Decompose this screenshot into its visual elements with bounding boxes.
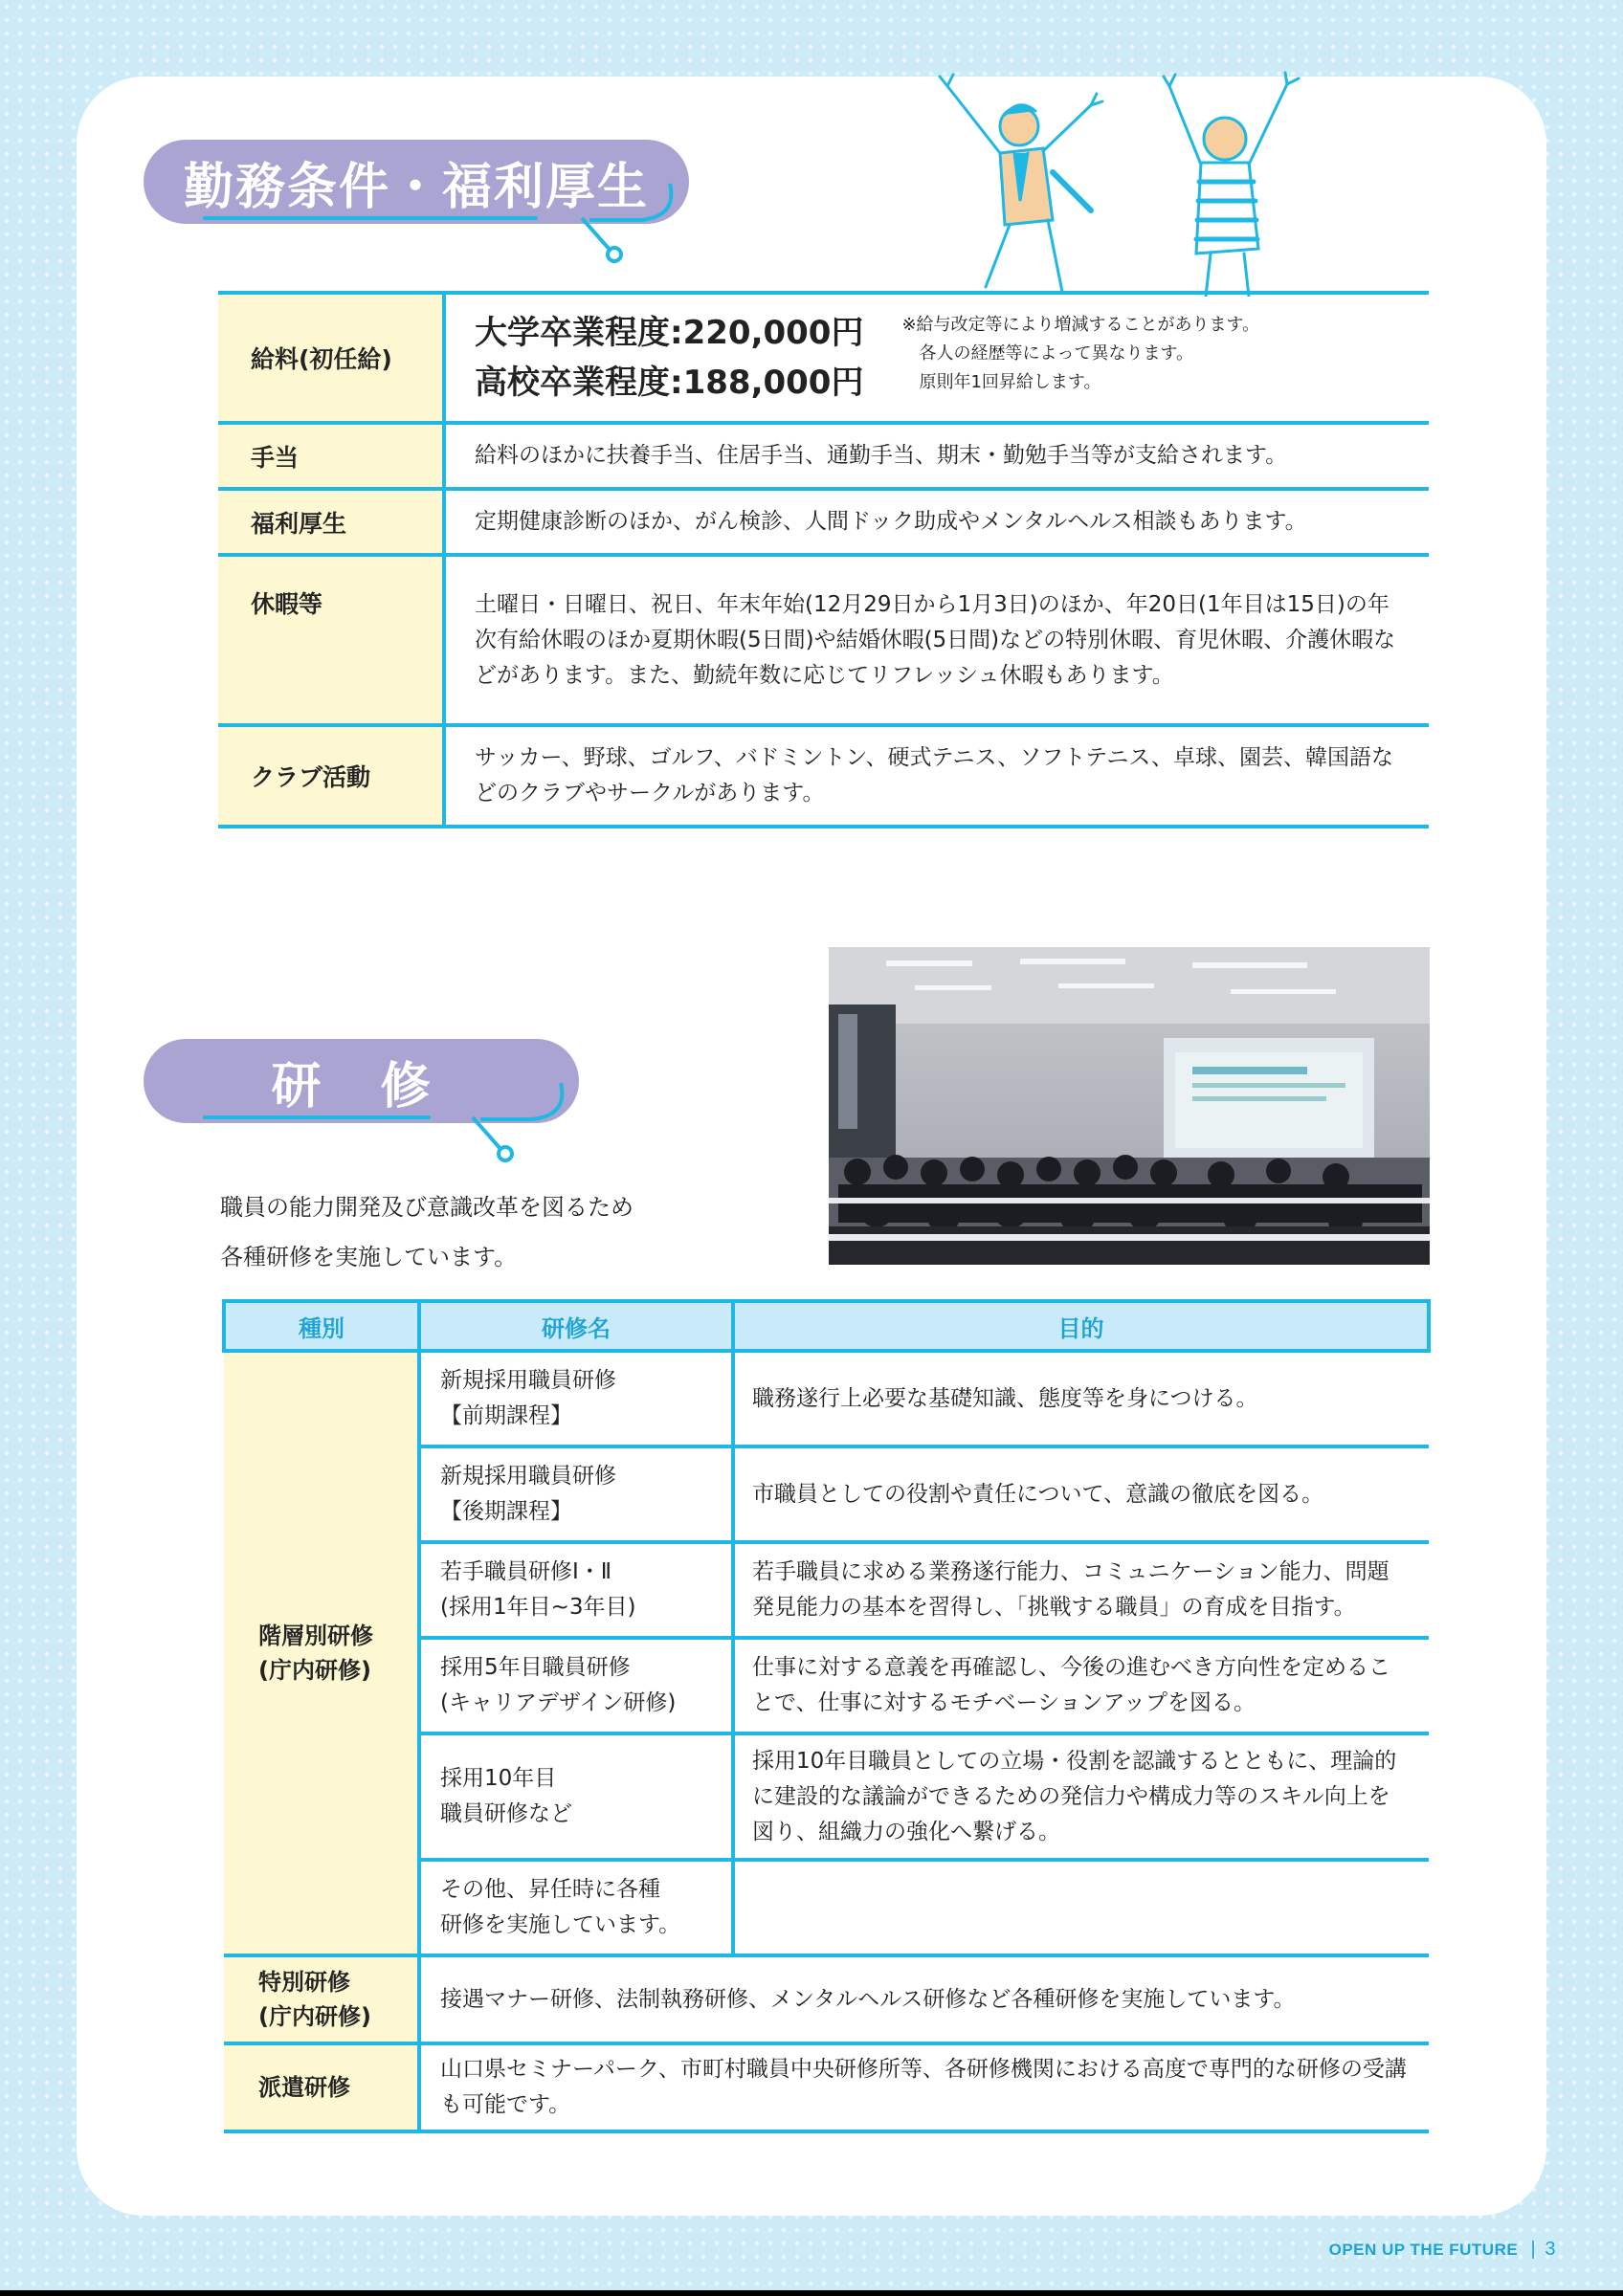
header-type: 種別 bbox=[224, 1301, 419, 1351]
table-row bbox=[218, 489, 1429, 555]
training-name: その他、昇任時に各種 研修を実施しています。 bbox=[419, 1860, 733, 1955]
table-row bbox=[224, 1955, 1429, 2043]
type-tiered: 階層別研修 (庁内研修) bbox=[224, 1351, 419, 1955]
training-intro bbox=[220, 1182, 634, 1282]
training-purpose: 職務遂行上必要な基礎知識、態度等を身につける。 bbox=[733, 1351, 1429, 1446]
cheering-people-illustration bbox=[909, 57, 1330, 297]
salary-university: 大学卒業程度:220,000円 bbox=[475, 314, 864, 352]
section-title: 研 修 bbox=[271, 1057, 452, 1115]
leave-label: 休暇等 bbox=[218, 555, 444, 725]
allowance-label: 手当 bbox=[218, 423, 444, 489]
special-text: 接遇マナー研修、法制執務研修、メンタルヘルス研修など各種研修を実施しています。 bbox=[419, 1955, 1429, 2043]
training-purpose bbox=[733, 1860, 1429, 1955]
header-purpose: 目的 bbox=[733, 1301, 1429, 1351]
heading-underline bbox=[203, 216, 538, 220]
training-name: 若手職員研修Ⅰ・Ⅱ (採用1年目~3年目) bbox=[419, 1542, 733, 1638]
training-name: 新規採用職員研修 【前期課程】 bbox=[419, 1351, 733, 1446]
club-label: クラブ活動 bbox=[218, 725, 444, 827]
leave-text: 土曜日・日曜日、祝日、年末年始(12月29日から1月3日)のほか、年20日(1年目は15日)の年次有給休暇のほか夏期休暇(5日間)や結婚休暇(5日間)などの特別休暇、育児休暇、介護休暇などがあります。また、勤続年数に応じてリフレッシュ休暇もあります。 bbox=[444, 555, 1429, 725]
table-row bbox=[218, 293, 1429, 423]
salary-notes bbox=[901, 311, 1259, 397]
training-purpose: 市職員としての役割や責任について、意識の徹底を図る。 bbox=[733, 1446, 1429, 1542]
allowance-text: 給料のほかに扶養手当、住居手当、通勤手当、期末・勤勉手当等が支給されます。 bbox=[444, 423, 1429, 489]
hook-icon bbox=[456, 1077, 570, 1163]
table-row bbox=[224, 2043, 1429, 2131]
welfare-label: 福利厚生 bbox=[218, 489, 444, 555]
training-photo bbox=[829, 947, 1430, 1265]
training-name: 採用10年目 職員研修など bbox=[419, 1733, 733, 1860]
training-purpose: 採用10年目職員としての立場・役割を認識するとともに、理論的に建設的な議論ができるための発信力や構成力等のスキル向上を図り、組織力の強化へ繋げる。 bbox=[733, 1733, 1429, 1860]
page-number: 3 bbox=[1545, 2239, 1556, 2260]
table-row bbox=[218, 725, 1429, 827]
intro-line: 職員の能力開発及び意識改革を図るため bbox=[220, 1194, 634, 1221]
page-footer bbox=[1329, 2239, 1556, 2261]
type-dispatch: 派遣研修 bbox=[224, 2043, 419, 2131]
salary-note: 各人の経歴等によって異なります。 bbox=[919, 343, 1194, 364]
intro-line: 各種研修を実施しています。 bbox=[220, 1244, 518, 1270]
club-text: サッカー、野球、ゴルフ、バドミントン、硬式テニス、ソフトテニス、卓球、園芸、韓国語などのクラブやサークルがあります。 bbox=[444, 725, 1429, 827]
salary-note: ※給与改定等により増減することがあります。 bbox=[901, 315, 1260, 335]
training-purpose: 仕事に対する意義を再確認し、今後の進むべき方向性を定めることで、仕事に対するモチベーションアップを図る。 bbox=[733, 1638, 1429, 1733]
training-name: 採用5年目職員研修 (キャリアデザイン研修) bbox=[419, 1638, 733, 1733]
table-row bbox=[224, 1351, 1429, 1446]
heading-underline bbox=[203, 1115, 431, 1119]
welfare-text: 定期健康診断のほか、がん検診、人間ドック助成やメンタルヘルス相談もあります。 bbox=[444, 489, 1429, 555]
type-special: 特別研修 (庁内研修) bbox=[224, 1955, 419, 2043]
conditions-table bbox=[218, 291, 1429, 828]
salary-highschool: 高校卒業程度:188,000円 bbox=[475, 364, 864, 402]
training-table bbox=[222, 1299, 1431, 2133]
table-row bbox=[218, 555, 1429, 725]
footer-separator: | bbox=[1530, 2239, 1537, 2260]
salary-cell bbox=[475, 308, 1408, 408]
salary-label: 給料(初任給) bbox=[218, 293, 444, 423]
hook-icon bbox=[565, 178, 679, 264]
footer-tagline: OPEN UP THE FUTURE bbox=[1328, 2241, 1519, 2259]
bottom-border bbox=[0, 2290, 1623, 2296]
training-name: 新規採用職員研修 【後期課程】 bbox=[419, 1446, 733, 1542]
header-name: 研修名 bbox=[419, 1301, 733, 1351]
table-row bbox=[218, 423, 1429, 489]
table-header-row bbox=[224, 1301, 1429, 1351]
dispatch-text: 山口県セミナーパーク、市町村職員中央研修所等、各研修機関における高度で専門的な研修の受講も可能です。 bbox=[419, 2043, 1429, 2131]
salary-note: 原則年1回昇給します。 bbox=[919, 372, 1101, 392]
section-title: 勤務条件・福利厚生 bbox=[183, 158, 649, 216]
training-purpose: 若手職員に求める業務遂行能力、コミュニケーション能力、問題発見能力の基本を習得し、「挑戦する職員」の育成を目指す。 bbox=[733, 1542, 1429, 1638]
